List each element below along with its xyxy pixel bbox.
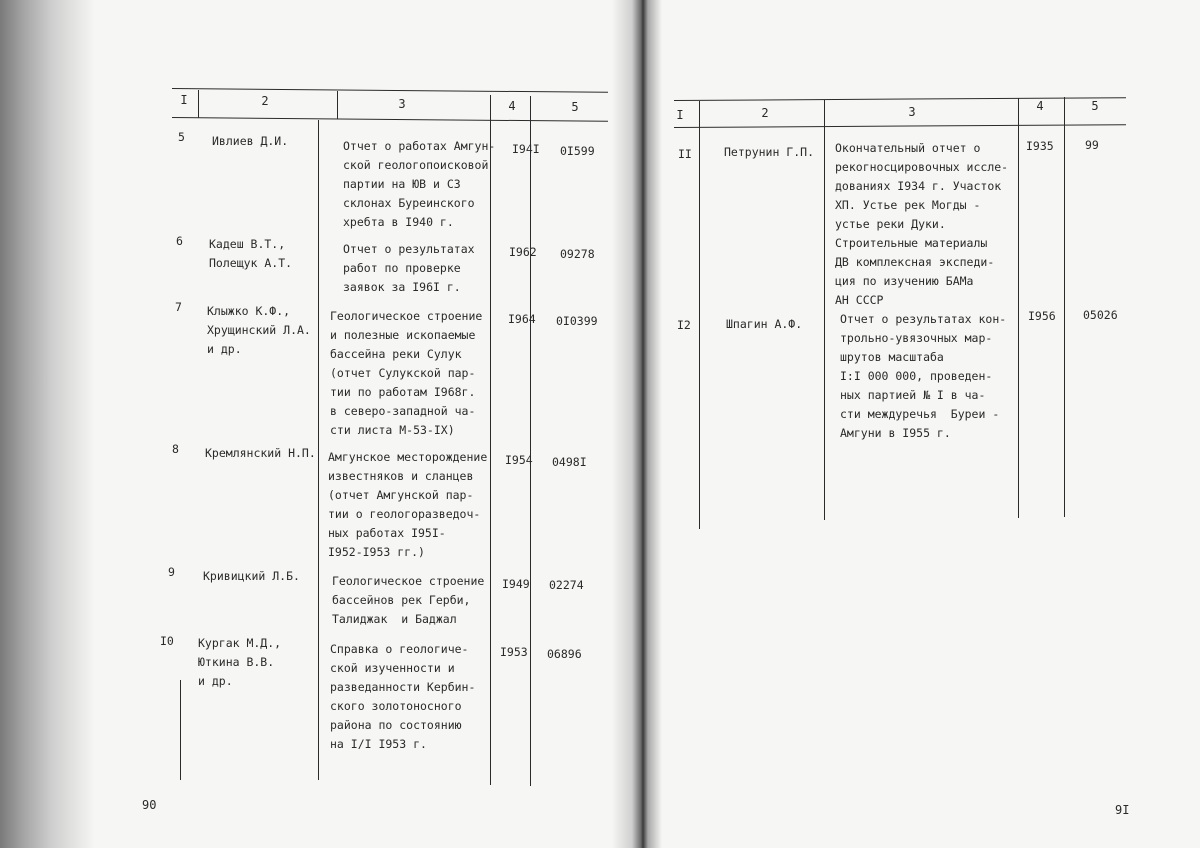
header-col-2: 2 [761, 106, 769, 120]
header-top-rule [674, 97, 1126, 101]
row-author: Кривицкий Л.Б. [203, 569, 300, 583]
page-number: 9I [1115, 803, 1130, 817]
row-year: I956 [1028, 309, 1056, 323]
col-divider-2b [318, 120, 319, 780]
col-divider-2 [337, 91, 338, 119]
row-code: 99 [1085, 138, 1099, 152]
header-bottom-rule [674, 124, 1126, 128]
scan-shadow [0, 0, 95, 848]
row-title: Отчет о результатах работ по проверке заявок за I96I г. [343, 242, 475, 294]
page-number: 90 [142, 798, 157, 812]
row-code: 0498I [552, 455, 587, 469]
header-col-2: 2 [261, 94, 269, 108]
row-year: I962 [509, 245, 537, 259]
row-year: I953 [500, 645, 528, 659]
header-col-1: I [676, 108, 684, 122]
header-col-5: 5 [1091, 99, 1099, 113]
row-number: 5 [178, 130, 185, 144]
col-divider-2 [824, 100, 825, 520]
header-col-4: 4 [508, 99, 516, 113]
row-title: Окончательный отчет о рекогносцировочных иссле- дованиях I934 г. Участок XП. Устье рек Могды - устье реки Дуки. Строительные материалы ДВ комплексная экспеди- ция по изучению БАМа АН СССР [835, 141, 1009, 307]
row-code: 0I0399 [556, 314, 598, 328]
row-author: Кадеш В.Т., Полещук А.Т. [209, 237, 293, 270]
row-title: Отчет о работах Амгун- ской геологопоисковой партии на ЮВ и СЗ склонах Буреинского хребта в I940 г. [343, 139, 496, 229]
col-divider-4 [530, 96, 531, 786]
row-author: Шпагин А.Ф. [726, 317, 803, 331]
row-author: Клыжко К.Ф., Хрущинский Л.А. и др. [207, 304, 311, 356]
row-number: 8 [172, 442, 179, 456]
right-page [640, 0, 1200, 848]
header-col-4: 4 [1036, 99, 1044, 113]
row-year: I954 [505, 453, 533, 467]
row-code: 02274 [549, 578, 584, 592]
col-divider-1 [198, 90, 199, 118]
row-year: I935 [1026, 139, 1054, 153]
header-bottom-rule [172, 117, 608, 122]
header-col-1: I [180, 93, 188, 107]
row-code: 06896 [547, 647, 582, 661]
row-code: 05026 [1083, 308, 1118, 322]
row-number: 7 [175, 300, 182, 314]
row-number: II [678, 147, 692, 161]
row-code: 09278 [560, 247, 595, 261]
row-title: Амгунское месторождение известняков и сланцев (отчет Амгунской пар- тии о геологоразведоч- ных работах I95I- I952-I953 гг.) [328, 450, 488, 559]
row-number: I2 [677, 318, 691, 332]
header-col-3: 3 [398, 97, 406, 111]
row-year: I964 [508, 312, 536, 326]
book-spine-shadow [612, 0, 662, 848]
row-code: 0I599 [560, 144, 595, 158]
header-col-5: 5 [571, 100, 579, 114]
row-author: Ивлиев Д.И. [212, 134, 289, 148]
header-top-rule [172, 88, 608, 93]
row-number: 6 [176, 234, 183, 248]
row-number: I0 [160, 634, 174, 648]
col-divider-4 [1064, 97, 1065, 517]
row-number: 9 [168, 565, 175, 579]
col-divider-0 [180, 680, 181, 780]
row-title: Геологическое строение и полезные ископаемые бассейна реки Сулук (отчет Сулукской пар- тии по работам I968г. в северо-западной ча- сти листа М-53-IX) [330, 309, 483, 437]
row-year: I94I [512, 142, 540, 156]
col-divider-1 [699, 101, 700, 529]
row-author: Петрунин Г.П. [724, 145, 815, 159]
row-author: Кургак М.Д., Юткина В.В. и др. [198, 636, 282, 688]
col-divider-3 [1018, 98, 1019, 518]
header-col-3: 3 [908, 105, 916, 119]
row-year: I949 [502, 577, 530, 591]
row-author: Кремлянский Н.П. [205, 446, 316, 460]
row-title: Геологическое строение бассейнов рек Герби, Талиджак и Баджал [332, 574, 485, 626]
row-title: Отчет о результатах кон- трольно-увязочных мар- шрутов масштаба I:I 000 000, проведен- ных партией № I в ча- сти междуречья Буреи - Амгуни в I955 г. [840, 312, 1007, 440]
row-title: Справка о геологиче- ской изученности и разведанности Кербин- ского золотоносного района по состоянию на I/I I953 г. [330, 642, 476, 751]
